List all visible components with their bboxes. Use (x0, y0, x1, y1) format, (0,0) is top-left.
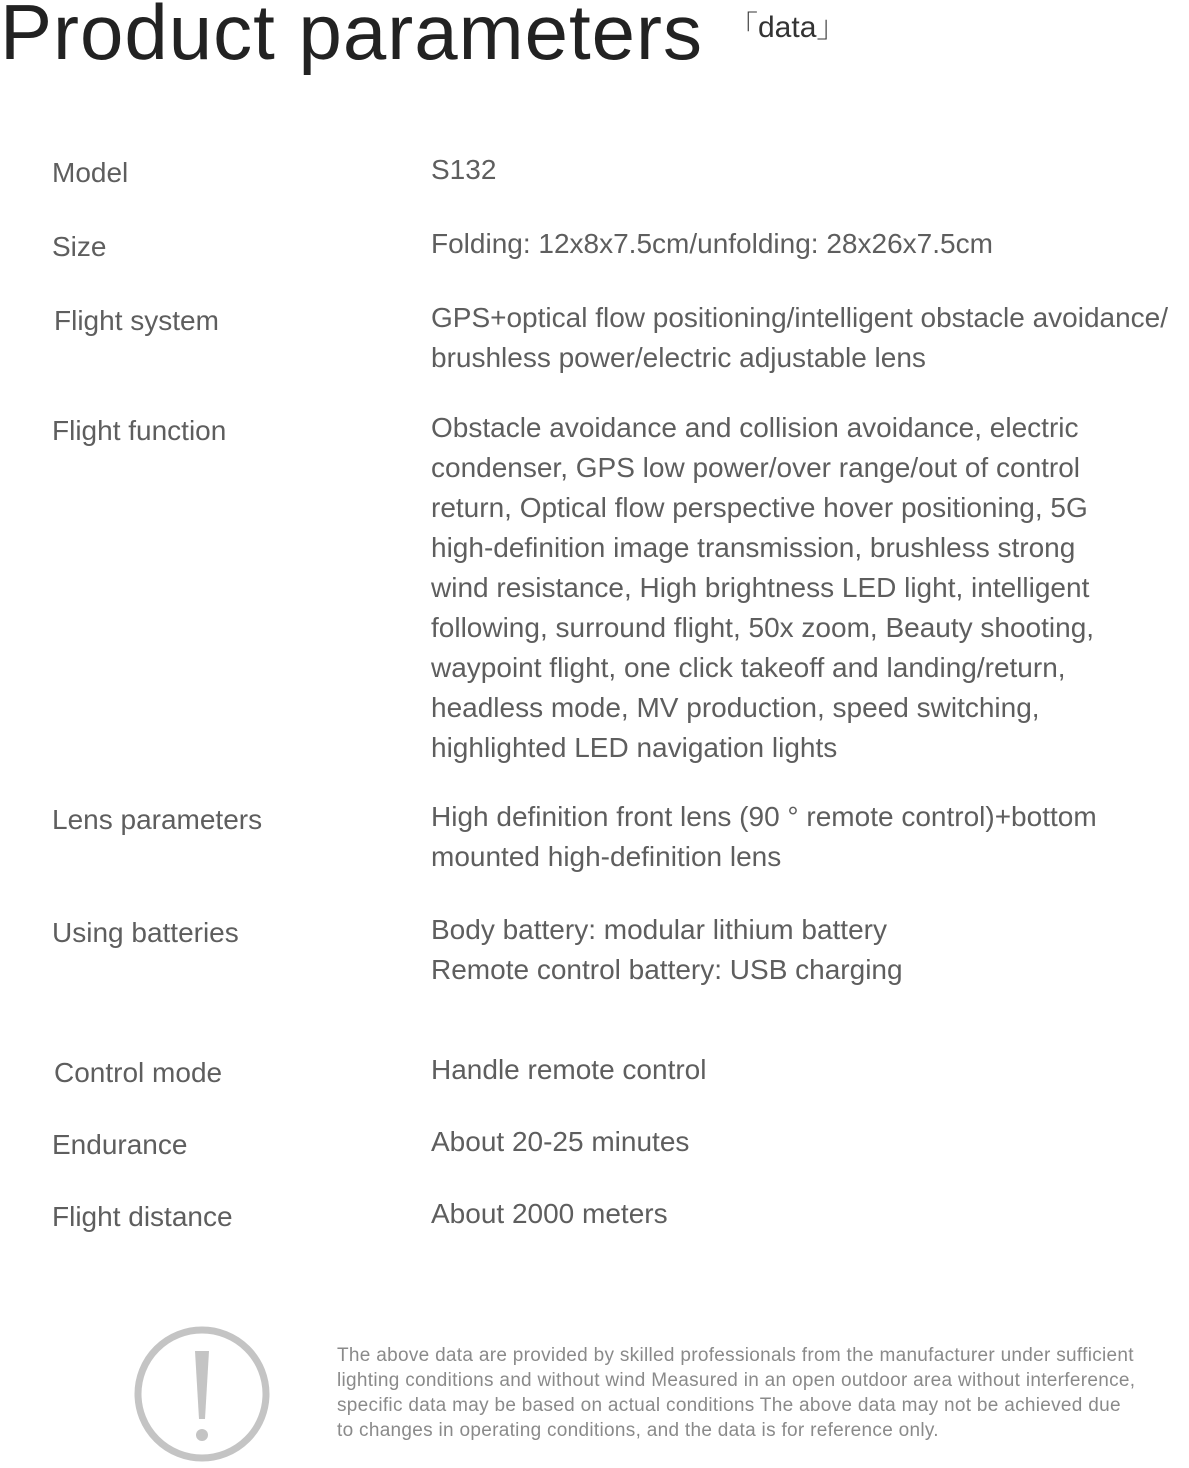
param-value-line: high-definition image transmission, brushless strong (431, 532, 1076, 563)
disclaimer-line: The above data are provided by skilled professionals from the manufacturer under sufficient (337, 1345, 1134, 1366)
param-label: Size (52, 231, 107, 262)
disclaimer-line: specific data may be based on actual conditions The above data may not be achieved due (337, 1395, 1121, 1416)
param-value (431, 797, 1186, 877)
exclamation-circle-icon (133, 1325, 271, 1463)
param-value (431, 1194, 1186, 1234)
param-label: Using batteries (52, 917, 239, 948)
disclaimer-text (337, 1343, 1167, 1443)
param-value-line: Obstacle avoidance and collision avoidance, electric (431, 412, 1079, 443)
param-value-line: waypoint flight, one click takeoff and landing/return, (431, 652, 1066, 683)
param-label: Endurance (52, 1129, 188, 1160)
param-value-line: About 20-25 minutes (431, 1126, 690, 1157)
param-label: Lens parameters (52, 804, 263, 835)
param-value (431, 1050, 1186, 1090)
param-value-line: Folding: 12x8x7.5cm/unfolding: 28x26x7.5cm (431, 228, 993, 259)
param-value-line: highlighted LED navigation lights (431, 732, 838, 763)
param-value-line: Handle remote control (431, 1054, 707, 1085)
param-value-line: Body battery: modular lithium battery (431, 914, 887, 945)
param-value-line: Remote control battery: USB charging (431, 954, 903, 985)
param-value (431, 910, 1186, 990)
param-label: Flight distance (52, 1201, 233, 1232)
page-title: Product parameters (0, 0, 703, 76)
param-label: Flight function (52, 415, 227, 446)
param-value-line: headless mode, MV production, speed switching, (431, 692, 1040, 723)
param-value-line: mounted high-definition lens (431, 841, 782, 872)
param-value (431, 150, 1186, 190)
param-value-line: condenser, GPS low power/over range/out of control (431, 452, 1081, 483)
param-value-line: High definition front lens (90 ° remote control)+bottom (431, 801, 1097, 832)
param-label: Model (52, 157, 129, 188)
param-value (431, 298, 1186, 378)
param-value-line: S132 (431, 154, 497, 185)
page-subtitle: 「data」 (728, 11, 847, 44)
param-value (431, 1122, 1186, 1162)
param-value-line: brushless power/electric adjustable lens (431, 342, 926, 373)
param-value (431, 224, 1186, 264)
param-label: Control mode (54, 1057, 223, 1088)
param-value-line: wind resistance, High brightness LED light, intelligent (431, 572, 1090, 603)
disclaimer-line: lighting conditions and without wind Measured in an open outdoor area without interference, (337, 1370, 1136, 1391)
param-value-line: About 2000 meters (431, 1198, 668, 1229)
param-value-line: following, surround flight, 50x zoom, Beauty shooting, (431, 612, 1095, 643)
param-label: Flight system (54, 305, 219, 336)
param-value-line: return, Optical flow perspective hover positioning, 5G (431, 492, 1088, 523)
disclaimer-line: to changes in operating conditions, and the data is for reference only. (337, 1420, 939, 1441)
param-value-line: GPS+optical flow positioning/intelligent obstacle avoidance/ (431, 302, 1169, 333)
param-value (431, 408, 1186, 768)
